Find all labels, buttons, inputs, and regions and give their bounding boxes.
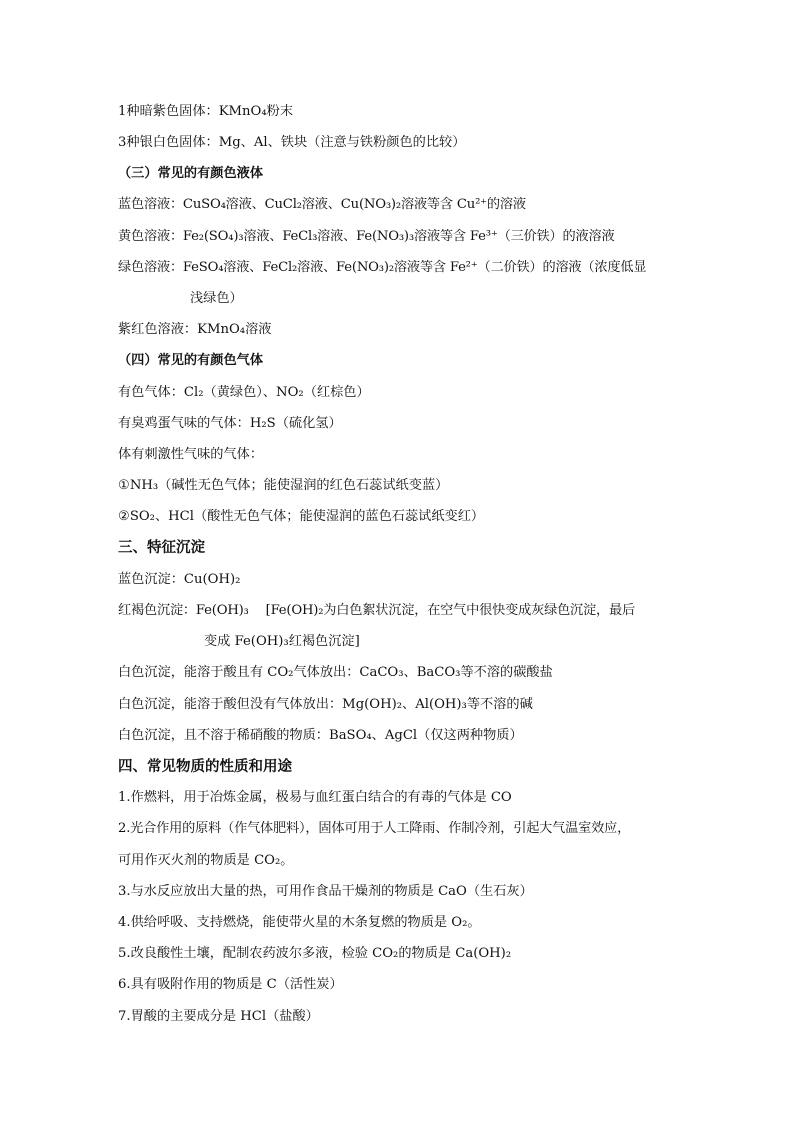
text-line: ②SO₂、HCl（酸性无色气体；能使湿润的蓝色石蕊试纸变红） xyxy=(118,509,485,524)
text-line: 绿色溶液：FeSO₄溶液、FeCl₂溶液、Fe(NO₃)₂溶液等含 Fe²⁺（二价铁）的溶液（浓度低显 xyxy=(118,260,647,275)
text-line: 紫红色溶液：KMnO₄溶液 xyxy=(118,322,272,337)
text-line: 有臭鸡蛋气味的气体：H₂S（硫化氢） xyxy=(118,416,342,431)
text-line: 5.改良酸性土壤，配制农药波尔多液，检验 CO₂的物质是 Ca(OH)₂ xyxy=(118,946,512,961)
text-line: 白色沉淀，能溶于酸但没有气体放出：Mg(OH)₂、Al(OH)₃等不溶的碱 xyxy=(118,697,533,712)
text-line: 2.光合作用的原料（作气体肥料），固体可用于人工降雨、作制冷剂，引起大气温室效应， xyxy=(118,821,631,836)
section-heading: 三、特征沉淀 xyxy=(118,539,205,556)
text-line-continuation: 变成 Fe(OH)₃红褐色沉淀] xyxy=(204,634,360,649)
text-line: 红褐色沉淀：Fe(OH)₃ [Fe(OH)₂为白色絮状沉淀，在空气中很快变成灰绿色沉淀，最后 xyxy=(118,603,635,618)
text-line-continuation: 浅绿色） xyxy=(190,291,243,306)
text-line: 可用作灭火剂的物质是 CO₂。 xyxy=(118,853,294,868)
text-line: 6.具有吸附作用的物质是 C（活性炭） xyxy=(118,977,343,992)
subsection-heading: （三）常见的有颜色液体 xyxy=(118,166,264,181)
text-line: 7.胃酸的主要成分是 HCl（盐酸） xyxy=(118,1009,319,1024)
section-heading: 四、常见物质的性质和用途 xyxy=(118,758,292,775)
subsection-heading: （四）常见的有颜色气体 xyxy=(118,353,264,368)
text-line: 3.与水反应放出大量的热，可用作食品干燥剂的物质是 CaO（生石灰） xyxy=(118,884,533,899)
text-line: 4.供给呼吸、支持燃烧，能使带火星的木条复燃的物质是 O₂。 xyxy=(118,915,481,930)
text-line: 体有刺激性气味的气体： xyxy=(118,447,264,462)
text-line: 黄色溶液：Fe₂(SO₄)₃溶液、FeCl₃溶液、Fe(NO₃)₃溶液等含 Fe³⁺（三价铁）的液溶液 xyxy=(118,229,615,244)
text-line: 有色气体：Cl₂（黄绿色）、NO₂（红棕色） xyxy=(118,385,370,400)
text-line: 1种暗紫色固体：KMnO₄粉末 xyxy=(118,104,294,119)
text-line: 白色沉淀，能溶于酸且有 CO₂气体放出：CaCO₃、BaCO₃等不溶的碳酸盐 xyxy=(118,665,553,680)
text-line: 蓝色沉淀：Cu(OH)₂ xyxy=(118,572,241,587)
text-line: ①NH₃（碱性无色气体；能使湿润的红色石蕊试纸变蓝） xyxy=(118,478,449,493)
text-line: 1.作燃料，用于冶炼金属，极易与血红蛋白结合的有毒的气体是 CO xyxy=(118,790,512,805)
text-line: 蓝色溶液：CuSO₄溶液、CuCl₂溶液、Cu(NO₃)₂溶液等含 Cu²⁺的溶液 xyxy=(118,197,526,212)
text-line: 3种银白色固体：Mg、Al、铁块（注意与铁粉颜色的比较） xyxy=(118,135,466,150)
text-line: 白色沉淀，且不溶于稀硝酸的物质：BaSO₄、AgCl（仅这两种物质） xyxy=(118,728,523,743)
